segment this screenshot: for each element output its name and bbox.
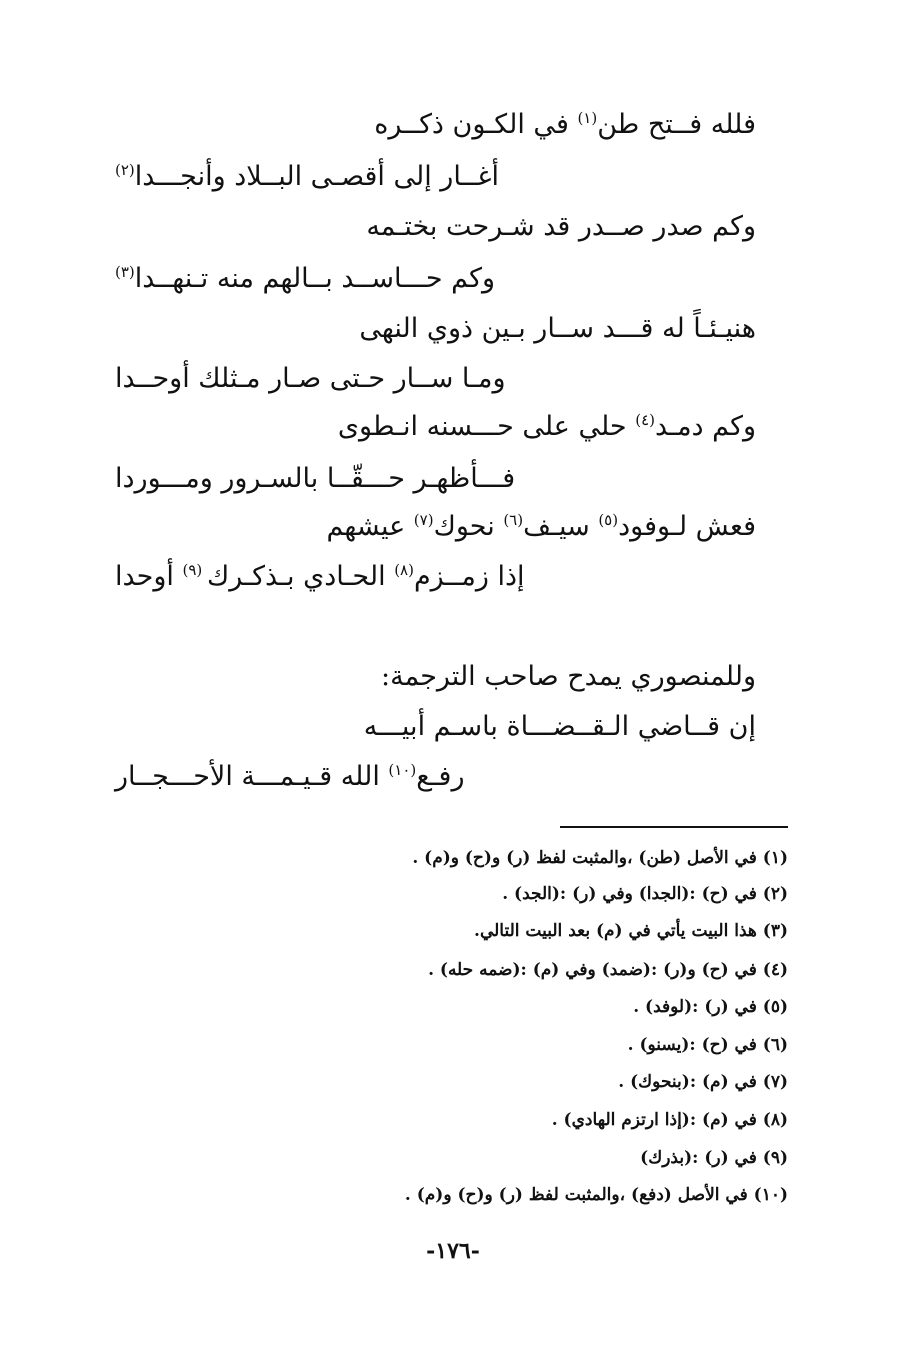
footnote-8: (٨) في (م) :(إذا ارتزم الهادي) . xyxy=(551,1110,788,1130)
footnote-7: (٧) في (م) :(بنحوك) . xyxy=(618,1072,788,1092)
verse-text: حلي على حـــسنه انـطوى xyxy=(337,411,636,442)
verse-text: أوحدا xyxy=(115,561,183,592)
footnote-ref: (٧) xyxy=(413,511,434,529)
footnote-ref: (١) xyxy=(577,109,598,127)
verse-text: وكم حـــاســد بــالهم منه تـنهــدا xyxy=(134,263,496,294)
verse-text: فلله فــتح طن xyxy=(597,109,756,140)
footnote-ref: (٢) xyxy=(115,161,135,179)
footnote-5: (٥) في (ر) :(لوفد) . xyxy=(633,997,788,1017)
verse-line-5: هنيـئـاً له قـــد ســار بـين ذوي النهى xyxy=(359,313,756,344)
footnote-divider xyxy=(560,826,788,828)
footnote-3: (٣) هذا البيت يأتي في (م) بعد البيت التالي. xyxy=(474,921,788,941)
footnote-ref: (١٠) xyxy=(388,761,417,779)
footnote-9: (٩) في (ر) :(بذرك) xyxy=(640,1148,788,1168)
page-number: -١٧٦- xyxy=(426,1238,480,1264)
footnote-10: (١٠) في الأصل (دفع) ،والمثبت لفظ (ر) و(ح) و(م) . xyxy=(404,1185,788,1205)
verse-line-2 xyxy=(115,160,499,194)
footnote-ref: (٨) xyxy=(394,561,414,579)
verse-text: رفـع xyxy=(416,761,465,792)
footnote-ref: (٦) xyxy=(503,511,524,529)
verse-text: الله قـيـمـــة الأحـــجــار xyxy=(115,761,389,792)
verse-text: وكم دمـد xyxy=(654,411,756,442)
verse2-line-1: إن قــاضي الـقــضـــاة باسـم أبيـــه xyxy=(363,711,756,742)
footnote-ref: (٩) xyxy=(182,561,208,579)
verse-line-3: وكم صدر صــدر قد شـرحت بختـمه xyxy=(366,211,756,242)
verse-text: أغــار إلى أقصـى البــلاد وأنجـــدا xyxy=(134,161,500,192)
verse-line-10 xyxy=(115,560,525,594)
verse2-line-2 xyxy=(115,760,465,794)
verse-text: الحـادي بـذكـرك xyxy=(207,561,395,592)
footnote-ref: (٥) xyxy=(598,511,619,529)
verse-text: عيشهم xyxy=(326,511,414,542)
verse-text: سيـف xyxy=(523,511,599,542)
verse-line-9 xyxy=(326,510,756,544)
footnote-1: (١) في الأصل (طن) ،والمثبت لفظ (ر) و(ح) و(م) . xyxy=(412,848,788,868)
footnote-6: (٦) في (ح) :(يسنو) . xyxy=(627,1035,788,1055)
footnote-2: (٢) في (ح) :(الجدا) وفي (ر) :(الجد) . xyxy=(502,884,788,904)
verse-text: نحوك xyxy=(433,511,504,542)
verse-text: فعش لـوفود xyxy=(618,511,756,542)
verse-line-1 xyxy=(374,108,756,142)
verse-line-7 xyxy=(338,410,756,444)
verse-text: إذا زمــزم xyxy=(413,561,525,592)
footnote-ref: (٤) xyxy=(635,411,655,429)
intro-heading: وللمنصوري يمدح صاحب الترجمة: xyxy=(381,661,756,692)
verse-line-4 xyxy=(115,262,495,296)
footnote-4: (٤) في (ح) و(ر) :(ضمد) وفي (م) :(ضمه حله) . xyxy=(428,960,788,980)
verse-line-6: ومـا ســار حـتى صـار مـثلك أوحــدا xyxy=(115,363,506,394)
verse-line-8: فـــأظهـر حـــقّــا بالسـرور ومـــوردا xyxy=(115,463,516,494)
footnote-ref: (٣) xyxy=(115,263,135,281)
verse-text: في الكـون ذكــره xyxy=(374,109,578,140)
